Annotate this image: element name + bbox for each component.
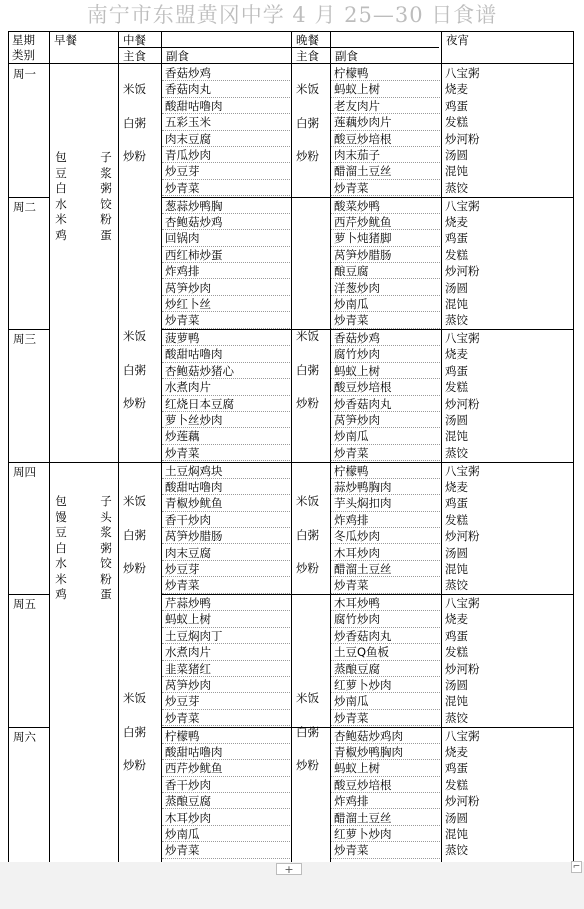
lunch-dish: 肉末豆腐 bbox=[162, 131, 290, 147]
night-snack: 发糕 bbox=[445, 247, 468, 262]
staple-label: 白粥 bbox=[296, 363, 319, 377]
night-snack: 汤圆 bbox=[445, 810, 468, 825]
night-snack: 八宝粥 bbox=[445, 463, 480, 478]
dinner-dish: 炒青菜 bbox=[331, 312, 440, 328]
breakfast-char: 子 bbox=[100, 150, 112, 164]
dinner-dish: 炒青菜 bbox=[331, 577, 440, 593]
lunch-dish: 酸甜咕噜肉 bbox=[162, 98, 290, 114]
lunch-dish: 炒豆芽 bbox=[162, 163, 290, 179]
lunch-dish: 蒸酿豆腐 bbox=[162, 793, 290, 809]
menu-table bbox=[8, 31, 574, 863]
lunch-dish: 木耳炒肉 bbox=[162, 810, 290, 826]
lunch-dish: 炒青菜 bbox=[162, 842, 290, 858]
breakfast-char: 白 bbox=[55, 181, 67, 195]
lunch-dish: 青瓜炒肉 bbox=[162, 147, 290, 163]
breakfast-header: 早餐 bbox=[54, 33, 77, 47]
breakfast-char: 浆 bbox=[100, 525, 112, 539]
breakfast-char: 包 bbox=[55, 150, 67, 164]
staple-label: 米饭 bbox=[123, 691, 146, 705]
breakfast-char: 米 bbox=[55, 571, 67, 586]
day-label: 周五 bbox=[13, 597, 36, 611]
dinner-dish: 杏鲍菇炒鸡肉 bbox=[331, 728, 440, 744]
night-snack: 蒸饺 bbox=[445, 445, 468, 460]
night-snack: 发糕 bbox=[445, 645, 468, 660]
dinner-dish: 蚂蚁上树 bbox=[331, 81, 440, 97]
day-label: 周一 bbox=[13, 67, 36, 81]
dinner-dish: 腐竹炒肉 bbox=[331, 611, 440, 627]
lunch-dish: 炒豆芽 bbox=[162, 693, 290, 709]
staple-label: 米饭 bbox=[123, 82, 146, 96]
breakfast-char: 粥 bbox=[100, 181, 112, 195]
lunch-staple-header: 主食 bbox=[123, 49, 146, 63]
breakfast-char: 米 bbox=[55, 212, 67, 226]
lunch-dish: 炸鸡排 bbox=[162, 263, 290, 279]
dinner-dish: 醋溜土豆丝 bbox=[331, 810, 440, 826]
breakfast-char: 浆 bbox=[100, 165, 112, 180]
lunch-dish: 回锅肉 bbox=[162, 230, 290, 246]
lunch-dish: 萝卜丝炒肉 bbox=[162, 412, 290, 428]
lunch-dish: 水煮肉片 bbox=[162, 644, 290, 660]
dinner-dish: 木耳炒肉 bbox=[331, 545, 440, 561]
breakfast-char: 蛋 bbox=[100, 587, 112, 601]
page-title: 南宁市东盟黄冈中学 4 月 25—30 日食谱 bbox=[86, 3, 498, 27]
night-snack: 烧麦 bbox=[445, 744, 468, 759]
night-snack: 炒河粉 bbox=[445, 529, 480, 544]
staple-label: 炒粉 bbox=[296, 149, 319, 163]
dinner-dish: 莲藕炒肉片 bbox=[331, 114, 440, 130]
staple-label: 白粥 bbox=[296, 528, 319, 542]
night-snack: 烧麦 bbox=[445, 82, 468, 97]
breakfast-char: 馒 bbox=[55, 509, 67, 524]
lunch-dish: 酸甜咕噜肉 bbox=[162, 479, 290, 495]
breakfast-char: 豆 bbox=[55, 165, 67, 180]
dinner-staple-header: 主食 bbox=[296, 49, 319, 63]
staple-label: 炒粉 bbox=[123, 396, 146, 410]
dinner-dish: 蚂蚁上树 bbox=[331, 760, 440, 776]
breakfast-char: 粉 bbox=[100, 212, 112, 226]
dinner-dish: 莴笋炒肉 bbox=[331, 412, 440, 428]
lunch-dish: 炒青菜 bbox=[162, 445, 290, 461]
night-snack: 八宝粥 bbox=[445, 66, 480, 80]
breakfast-char: 豆 bbox=[55, 525, 67, 539]
dinner-dish: 炒青菜 bbox=[331, 180, 440, 196]
day-label: 周六 bbox=[13, 729, 36, 744]
breakfast-char: 粉 bbox=[100, 571, 112, 586]
night-snack: 八宝粥 bbox=[445, 198, 480, 213]
night-snack: 炒河粉 bbox=[445, 131, 480, 146]
night-snack: 蒸饺 bbox=[445, 578, 468, 593]
staple-label: 炒粉 bbox=[123, 149, 146, 163]
lunch-dish: 土豆焖鸡块 bbox=[162, 463, 290, 479]
staple-label: 米饭 bbox=[296, 329, 319, 343]
lunch-dish: 柠檬鸭 bbox=[162, 728, 290, 744]
dinner-dish: 柠檬鸭 bbox=[331, 65, 440, 81]
dinner-dish: 醋溜土豆丝 bbox=[331, 163, 440, 179]
night-snack: 混饨 bbox=[445, 429, 468, 444]
staple-label: 炒粉 bbox=[296, 396, 319, 410]
dinner-dish: 腐竹炒肉 bbox=[331, 346, 440, 362]
staple-label: 白粥 bbox=[296, 725, 319, 739]
dinner-dish: 炸鸡排 bbox=[331, 512, 440, 528]
dinner-dish: 西芹炒鱿鱼 bbox=[331, 214, 440, 230]
lunch-dish: 莴笋炒肉 bbox=[162, 280, 290, 296]
lunch-dish: 炒红卜丝 bbox=[162, 296, 290, 312]
lunch-dish: 炒青菜 bbox=[162, 577, 290, 593]
dinner-dish: 醋溜土豆丝 bbox=[331, 561, 440, 577]
lunch-dish: 五彩玉米 bbox=[162, 114, 290, 130]
dinner-dish: 芋头焖扣肉 bbox=[331, 495, 440, 511]
lunch-dish: 莴笋炒腊肠 bbox=[162, 528, 290, 544]
night-snack: 混饨 bbox=[445, 296, 468, 311]
lunch-dish: 土豆焖肉丁 bbox=[162, 628, 290, 644]
staple-label: 白粥 bbox=[123, 363, 146, 377]
breakfast-char: 水 bbox=[55, 556, 67, 570]
night-snack: 炒河粉 bbox=[445, 264, 480, 279]
category-header: 类别 bbox=[12, 48, 35, 62]
night-snack: 烧麦 bbox=[445, 214, 468, 229]
night-snack: 八宝粥 bbox=[445, 596, 480, 610]
night-snack: 汤圆 bbox=[445, 545, 468, 560]
breakfast-char: 头 bbox=[100, 509, 112, 524]
night-snack: 烧麦 bbox=[445, 479, 468, 494]
night-snack: 发糕 bbox=[445, 380, 468, 395]
dinner-dish: 洋葱炒肉 bbox=[331, 280, 440, 296]
breakfast-char: 鸡 bbox=[55, 587, 67, 601]
dinner-dish: 酸豆炒培根 bbox=[331, 131, 440, 147]
dinner-dish: 肉末茄子 bbox=[331, 147, 440, 163]
staple-label: 米饭 bbox=[296, 82, 319, 96]
dinner-dish: 酸菜炒鸭 bbox=[331, 198, 440, 214]
dinner-side-header: 副食 bbox=[335, 49, 358, 63]
lunch-dish: 水煮肉片 bbox=[162, 379, 290, 395]
dinner-dish: 木耳炒鸭 bbox=[331, 595, 440, 611]
dinner-dish: 蒜炒鸭胸肉 bbox=[331, 479, 440, 495]
lunch-dish: 炒莲藕 bbox=[162, 428, 290, 444]
night-snack: 鸡蛋 bbox=[445, 231, 468, 246]
dinner-dish: 红萝卜炒肉 bbox=[331, 677, 440, 693]
breakfast-char: 子 bbox=[100, 494, 112, 508]
dinner-dish: 炒香菇肉丸 bbox=[331, 396, 440, 412]
staple-label: 米饭 bbox=[296, 691, 319, 705]
night-snack: 混饨 bbox=[445, 826, 468, 841]
night-snack: 混饨 bbox=[445, 561, 468, 576]
night-snack: 鸡蛋 bbox=[445, 496, 468, 511]
lunch-dish: 青椒炒鱿鱼 bbox=[162, 495, 290, 511]
night-snack: 汤圆 bbox=[445, 413, 468, 427]
dinner-dish: 炒青菜 bbox=[331, 710, 440, 726]
dinner-dish: 老友肉片 bbox=[331, 98, 440, 114]
breakfast-char: 饺 bbox=[100, 196, 112, 211]
dinner-dish: 炒南瓜 bbox=[331, 296, 440, 312]
night-snack: 汤圆 bbox=[445, 280, 468, 295]
lunch-dish: 香干炒肉 bbox=[162, 777, 290, 793]
lunch-dish: 炒青菜 bbox=[162, 180, 290, 196]
lunch-dish: 西芹炒鱿鱼 bbox=[162, 760, 290, 776]
night-snack: 蒸饺 bbox=[445, 180, 468, 195]
lunch-dish: 西红柿炒蛋 bbox=[162, 247, 290, 263]
lunch-dish: 炒豆芽 bbox=[162, 561, 290, 577]
dinner-dish: 炒南瓜 bbox=[331, 693, 440, 709]
lunch-dish: 菠萝鸭 bbox=[162, 330, 290, 346]
dinner-dish: 酿豆腐 bbox=[331, 263, 440, 279]
day-label: 周三 bbox=[13, 332, 36, 346]
staple-label: 白粥 bbox=[123, 725, 146, 739]
weekday-header: 星期 bbox=[12, 33, 35, 47]
night-snack: 混饨 bbox=[445, 164, 468, 179]
night-snack: 八宝粥 bbox=[445, 728, 480, 743]
breakfast-char: 鸡 bbox=[55, 227, 67, 242]
staple-label: 炒粉 bbox=[296, 561, 319, 575]
night-snack: 鸡蛋 bbox=[445, 98, 468, 113]
night-snack: 八宝粥 bbox=[445, 331, 480, 345]
dinner-dish: 莴笋炒腊肠 bbox=[331, 247, 440, 263]
lunch-dish: 韭菜猪红 bbox=[162, 661, 290, 677]
night-snack: 汤圆 bbox=[445, 148, 468, 162]
staple-label: 米饭 bbox=[296, 494, 319, 508]
staple-label: 白粥 bbox=[123, 528, 146, 542]
night-snack: 发糕 bbox=[445, 115, 468, 130]
lunch-side-header: 副食 bbox=[166, 49, 189, 63]
night-snack: 烧麦 bbox=[445, 347, 468, 362]
lunch-dish: 杏鲍菇炒猪心 bbox=[162, 363, 290, 379]
dinner-dish: 酸豆炒培根 bbox=[331, 777, 440, 793]
dinner-dish: 炒青菜 bbox=[331, 842, 440, 858]
dinner-dish: 柠檬鸭 bbox=[331, 463, 440, 479]
lunch-dish: 酸甜咕噜肉 bbox=[162, 346, 290, 362]
night-snack: 鸡蛋 bbox=[445, 628, 468, 643]
day-label: 周四 bbox=[13, 464, 36, 479]
lunch-dish: 芹蒜炒鸭 bbox=[162, 595, 290, 611]
staple-label: 炒粉 bbox=[123, 758, 146, 772]
staple-label: 白粥 bbox=[296, 116, 319, 130]
night-snack: 蒸饺 bbox=[445, 710, 468, 725]
dinner-dish: 蚂蚁上树 bbox=[331, 363, 440, 379]
lunch-header: 中餐 bbox=[123, 33, 146, 47]
staple-label: 炒粉 bbox=[296, 758, 319, 772]
add-row-button[interactable]: + bbox=[276, 863, 302, 875]
staple-label: 米饭 bbox=[123, 494, 146, 508]
staple-label: 炒粉 bbox=[123, 561, 146, 575]
lunch-dish: 酸甜咕噜肉 bbox=[162, 744, 290, 760]
night-snack: 烧麦 bbox=[445, 612, 468, 627]
staple-label: 米饭 bbox=[123, 329, 146, 343]
dinner-dish: 萝卜炖猪脚 bbox=[331, 230, 440, 246]
lunch-dish: 葱蒜炒鸭胸 bbox=[162, 198, 290, 214]
breakfast-char: 粥 bbox=[100, 540, 112, 555]
breakfast-char: 水 bbox=[55, 196, 67, 211]
lunch-dish: 红烧日本豆腐 bbox=[162, 396, 290, 412]
breakfast-char: 饺 bbox=[100, 556, 112, 570]
night-snack: 发糕 bbox=[445, 512, 468, 527]
lunch-dish: 蚂蚁上树 bbox=[162, 611, 290, 627]
lunch-dish: 香菇肉丸 bbox=[162, 81, 290, 97]
night-snack: 蒸饺 bbox=[445, 313, 468, 328]
lunch-dish: 香菇炒鸡 bbox=[162, 65, 290, 81]
lunch-dish: 炒南瓜 bbox=[162, 826, 290, 842]
breakfast-char: 白 bbox=[55, 540, 67, 555]
staple-label: 白粥 bbox=[123, 116, 146, 130]
dinner-dish: 青椒炒鸭胸肉 bbox=[331, 744, 440, 760]
day-label: 周二 bbox=[13, 199, 36, 214]
dinner-dish: 土豆Q鱼板 bbox=[331, 644, 440, 660]
night-snack: 炒河粉 bbox=[445, 396, 480, 411]
night-snack: 炒河粉 bbox=[445, 794, 480, 809]
lunch-dish: 杏鲍菇炒鸡 bbox=[162, 214, 290, 230]
night-snack: 鸡蛋 bbox=[445, 363, 468, 378]
lunch-dish: 莴笋炒肉 bbox=[162, 677, 290, 693]
dinner-dish: 炒香菇肉丸 bbox=[331, 628, 440, 644]
dinner-header: 晚餐 bbox=[296, 33, 319, 47]
resize-handle[interactable]: ⌐ bbox=[572, 862, 581, 872]
breakfast-char: 包 bbox=[55, 494, 67, 508]
lunch-dish: 炒青菜 bbox=[162, 710, 290, 726]
lunch-dish: 炒青菜 bbox=[162, 312, 290, 328]
dinner-dish: 蒸酿豆腐 bbox=[331, 661, 440, 677]
dinner-dish: 冬瓜炒肉 bbox=[331, 528, 440, 544]
lunch-dish: 肉末豆腐 bbox=[162, 545, 290, 561]
night-snack: 鸡蛋 bbox=[445, 761, 468, 776]
night-snack: 蒸饺 bbox=[445, 843, 468, 858]
dinner-dish: 酸豆炒培根 bbox=[331, 379, 440, 395]
breakfast-char: 蛋 bbox=[100, 227, 112, 242]
dinner-dish: 炒南瓜 bbox=[331, 428, 440, 444]
lunch-dish: 香干炒肉 bbox=[162, 512, 290, 528]
night-snack: 汤圆 bbox=[445, 678, 468, 692]
night-snack: 混饨 bbox=[445, 694, 468, 709]
night-header: 夜宵 bbox=[446, 33, 469, 47]
dinner-dish: 炸鸡排 bbox=[331, 793, 440, 809]
dinner-dish: 红萝卜炒肉 bbox=[331, 826, 440, 842]
night-snack: 发糕 bbox=[445, 777, 468, 792]
dinner-dish: 炒青菜 bbox=[331, 445, 440, 461]
dinner-dish: 香菇炒鸡 bbox=[331, 330, 440, 346]
night-snack: 炒河粉 bbox=[445, 661, 480, 676]
